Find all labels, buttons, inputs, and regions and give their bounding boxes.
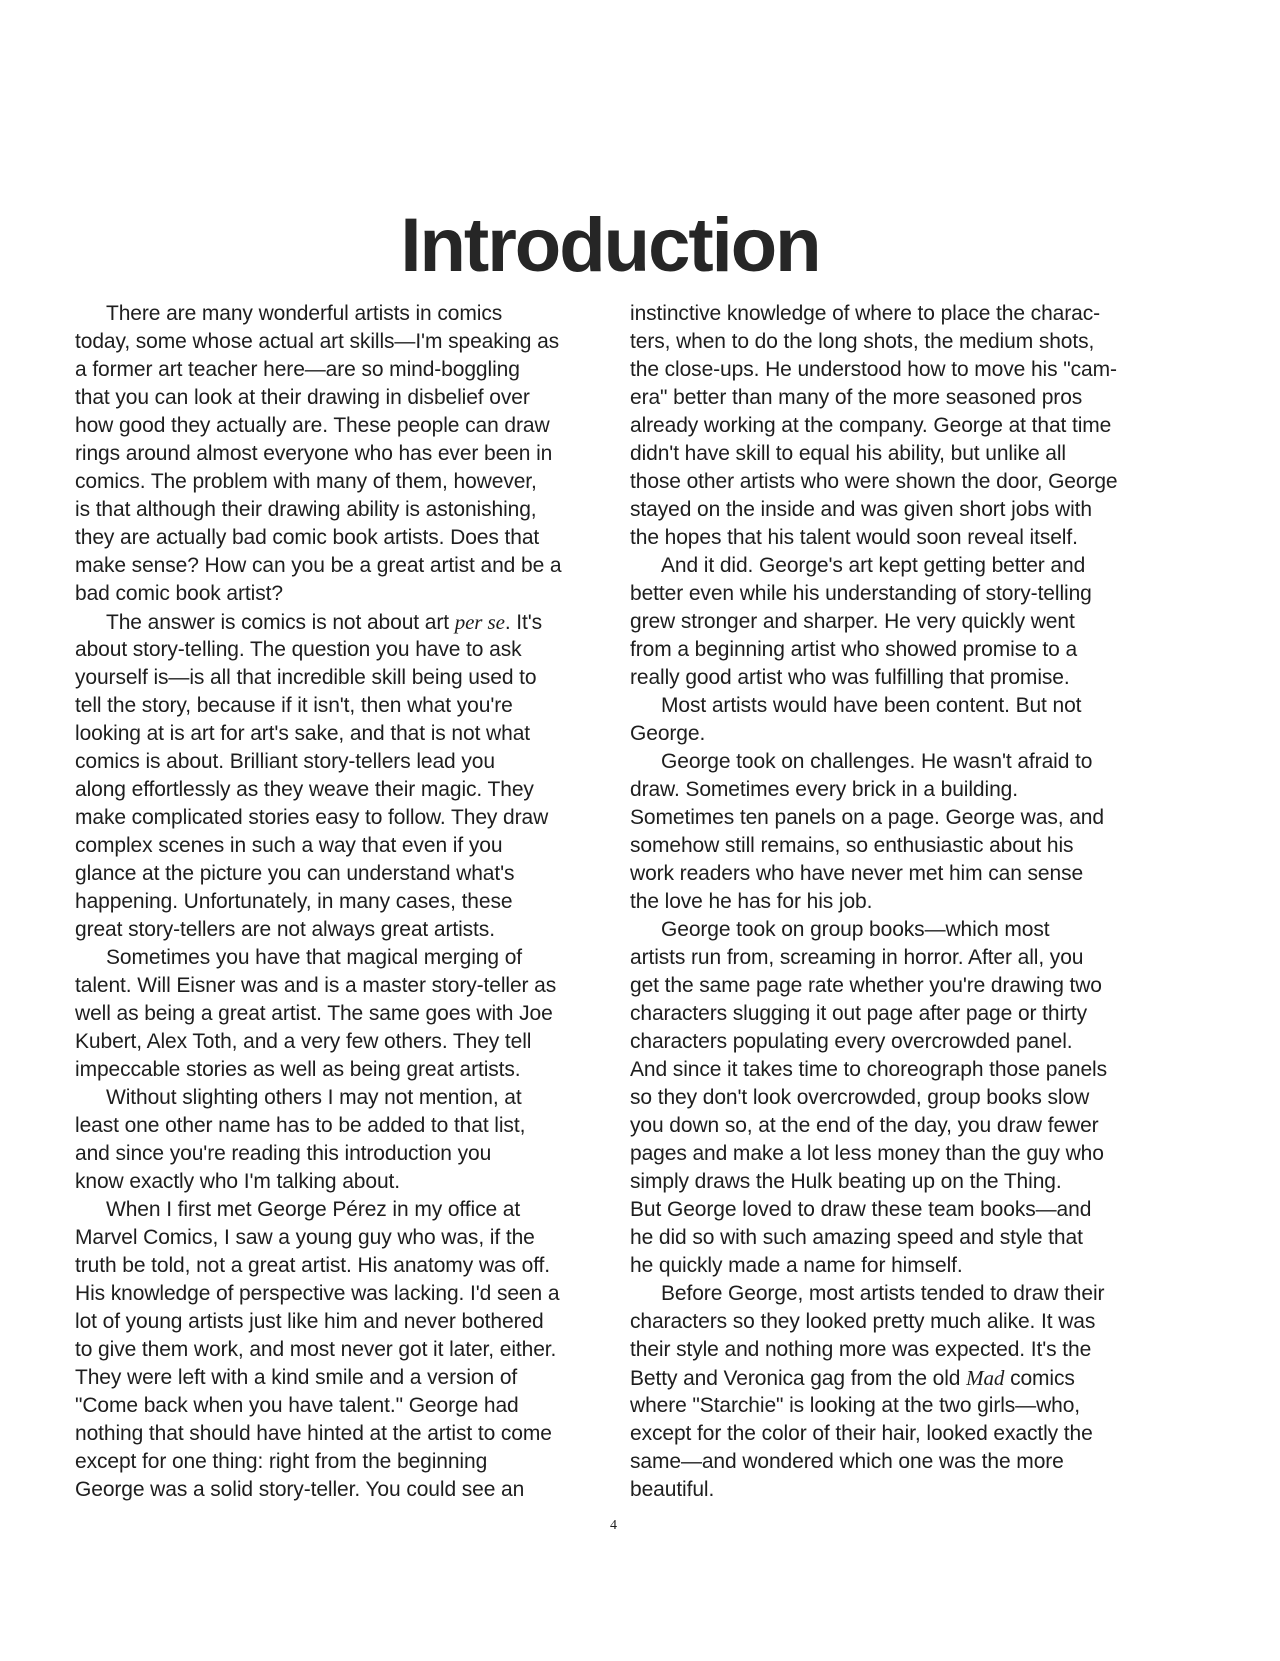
text-line: ters, when to do the long shots, the medium shots,: [630, 330, 1095, 353]
text-line: "Come back when you have talent." George had: [75, 1394, 519, 1417]
right-column: [630, 300, 1150, 1504]
text-segment: The answer is comics is not about art: [106, 611, 455, 634]
text-line: somehow still remains, so enthusiastic about his: [630, 834, 1074, 857]
text-line: the hopes that his talent would soon reveal itself.: [630, 526, 1078, 549]
text-segment: . It's: [504, 611, 543, 634]
text-line: except for one thing: right from the beginning: [75, 1450, 488, 1473]
text-segment: Betty and Veronica gag from the old: [630, 1367, 967, 1390]
text-line: artists run from, screaming in horror. After all, you: [630, 946, 1084, 969]
page-title: Introduction: [400, 202, 820, 288]
text-line: get the same page rate whether you're drawing two: [630, 974, 1102, 997]
text-line: least one other name has to be added to that list,: [75, 1114, 526, 1137]
text-line: talent. Will Eisner was and is a master story-teller as: [75, 974, 557, 997]
text-line: great story-tellers are not always great artists.: [75, 918, 495, 941]
text-line: how good they actually are. These people can draw: [75, 414, 550, 437]
text-line: impeccable stories as well as being great artists.: [75, 1058, 521, 1081]
left-column: [75, 300, 595, 1504]
text-line: didn't have skill to equal his ability, but unlike all: [630, 442, 1066, 465]
text-segment: comics: [1004, 1367, 1075, 1390]
text-line: Kubert, Alex Toth, and a very few others. They tell: [75, 1030, 532, 1053]
text-line: Sometimes you have that magical merging of: [106, 946, 523, 969]
text-line: They were left with a kind smile and a version of: [75, 1366, 518, 1389]
text-line: George took on challenges. He wasn't afraid to: [661, 750, 1093, 773]
text-line: the love he has for his job.: [630, 890, 873, 913]
text-line: Marvel Comics, I saw a young guy who was, if the: [75, 1226, 535, 1249]
text-line: looking at is art for art's sake, and that is not what: [75, 722, 531, 745]
text-line: really good artist who was fulfilling that promise.: [630, 666, 1070, 689]
text-line: characters populating every overcrowded panel.: [630, 1030, 1073, 1053]
text-line: But George loved to draw these team books—and: [630, 1198, 1092, 1221]
text-line: already working at the company. George at that time: [630, 414, 1112, 437]
text-line: those other artists who were shown the door, George: [630, 470, 1118, 493]
text-line: Sometimes ten panels on a page. George was, and: [630, 806, 1104, 829]
text-line: know exactly who I'm talking about.: [75, 1170, 401, 1193]
text-line: [630, 1364, 1150, 1392]
text-line: he quickly made a name for himself.: [630, 1254, 963, 1277]
text-line: stayed on the inside and was given short jobs with: [630, 498, 1092, 521]
text-line: make sense? How can you be a great artist and be a: [75, 554, 562, 577]
text-line: Without slighting others I may not mention, at: [106, 1086, 522, 1109]
text-line: is that although their drawing ability is astonishing,: [75, 498, 537, 521]
text-line: draw. Sometimes every brick in a building.: [630, 778, 1018, 801]
text-line: except for the color of their hair, looked exactly the: [630, 1422, 1093, 1445]
italic-text: Mad: [966, 1366, 1005, 1390]
text-line: George.: [630, 722, 706, 745]
text-line: comics. The problem with many of them, however,: [75, 470, 537, 493]
text-line: instinctive knowledge of where to place the charac-: [630, 302, 1100, 325]
text-line: from a beginning artist who showed promise to a: [630, 638, 1078, 661]
text-line: pages and make a lot less money than the guy who: [630, 1142, 1104, 1165]
text-line: comics is about. Brilliant story-tellers lead you: [75, 750, 495, 773]
text-line: better even while his understanding of story-telling: [630, 582, 1092, 605]
text-line: His knowledge of perspective was lacking. I'd seen a: [75, 1282, 560, 1305]
text-line: beautiful.: [630, 1478, 715, 1501]
text-line: so they don't look overcrowded, group books slow: [630, 1086, 1090, 1109]
text-line: well as being a great artist. The same goes with Joe: [75, 1002, 553, 1025]
text-line: make complicated stories easy to follow. They draw: [75, 806, 549, 829]
text-line: about story-telling. The question you have to ask: [75, 638, 522, 661]
text-line: And it did. George's art kept getting better and: [661, 554, 1086, 577]
text-line: And since it takes time to choreograph those panels: [630, 1058, 1108, 1081]
text-line: Most artists would have been content. But not: [661, 694, 1082, 717]
text-line: happening. Unfortunately, in many cases, these: [75, 890, 513, 913]
text-line: characters so they looked pretty much alike. It was: [630, 1310, 1096, 1333]
text-line: era" better than many of the more seasoned pros: [630, 386, 1083, 409]
text-line: the close-ups. He understood how to move his "cam-: [630, 358, 1117, 381]
text-line: complex scenes in such a way that even if you: [75, 834, 503, 857]
text-line: rings around almost everyone who has ever been in: [75, 442, 553, 465]
text-line: same—and wondered which one was the more: [630, 1450, 1064, 1473]
text-line: glance at the picture you can understand what's: [75, 862, 515, 885]
text-line: There are many wonderful artists in comics: [106, 302, 503, 325]
text-line: along effortlessly as they weave their magic. They: [75, 778, 534, 801]
text-line: characters slugging it out page after page or thirty: [630, 1002, 1088, 1025]
text-line: tell the story, because if it isn't, then what you're: [75, 694, 513, 717]
text-line: George was a solid story-teller. You could see an: [75, 1478, 525, 1501]
text-line: Before George, most artists tended to draw their: [661, 1282, 1105, 1305]
text-line: that you can look at their drawing in disbelief over: [75, 386, 530, 409]
text-line: to give them work, and most never got it later, either.: [75, 1338, 557, 1361]
text-line: lot of young artists just like him and never bothered: [75, 1310, 544, 1333]
text-line: When I first met George Pérez in my office at: [106, 1198, 521, 1221]
text-line: you down so, at the end of the day, you draw fewer: [630, 1114, 1099, 1137]
text-line: where "Starchie" is looking at the two girls—who,: [630, 1394, 1081, 1417]
text-line: their style and nothing more was expected. It's the: [630, 1338, 1092, 1361]
text-line: bad comic book artist?: [75, 582, 283, 605]
text-line: grew stronger and sharper. He very quickly went: [630, 610, 1075, 633]
page-number: 4: [610, 1518, 617, 1533]
text-line: he did so with such amazing speed and style that: [630, 1226, 1083, 1249]
text-line: yourself is—is all that incredible skill being used to: [75, 666, 537, 689]
text-line: they are actually bad comic book artists. Does that: [75, 526, 540, 549]
text-line: a former art teacher here—are so mind-boggling: [75, 358, 520, 381]
text-line: George took on group books—which most: [661, 918, 1050, 941]
text-line: truth be told, not a great artist. His anatomy was off.: [75, 1254, 551, 1277]
text-line: work readers who have never met him can sense: [630, 862, 1084, 885]
text-line: [75, 608, 595, 636]
text-line: nothing that should have hinted at the artist to come: [75, 1422, 552, 1445]
text-line: and since you're reading this introduction you: [75, 1142, 492, 1165]
italic-text: per se: [454, 610, 505, 634]
text-line: today, some whose actual art skills—I'm speaking as: [75, 330, 560, 353]
text-line: simply draws the Hulk beating up on the Thing.: [630, 1170, 1062, 1193]
